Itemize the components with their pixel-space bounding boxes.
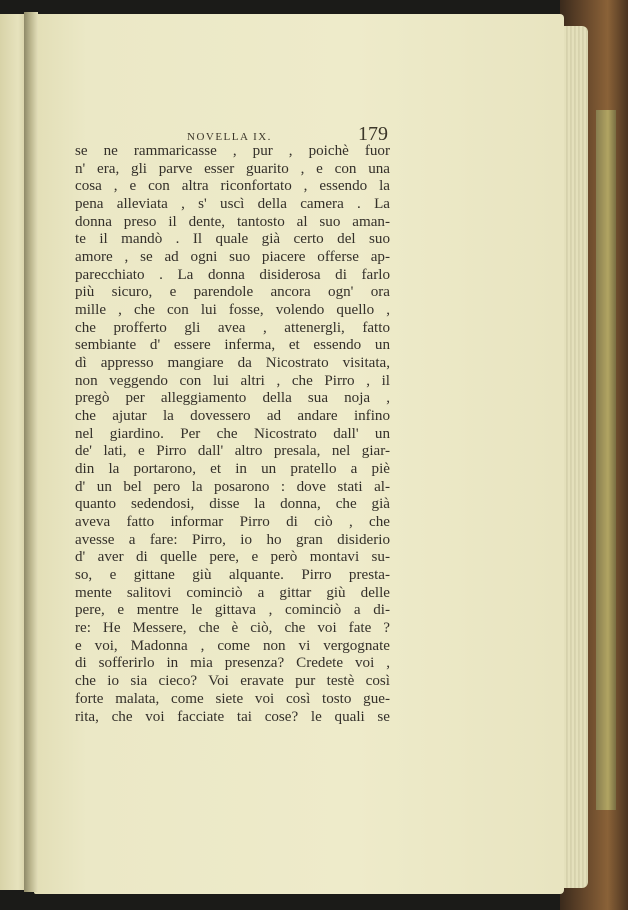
text-line: de' lati, e Pirro dall' altro presala, nel giar- (75, 443, 390, 460)
text-line: quanto sedendosi, disse la donna, che già (75, 496, 390, 513)
text-line: dì appresso mangiare da Nicostrato visitata, (75, 355, 390, 372)
page-header (75, 113, 388, 143)
text-line: forte malata, come siete voi così tosto gue- (75, 690, 390, 707)
text-line: cosa , e con altra riconfortato , essendo la (75, 178, 390, 195)
text-line: di sofferirlo in mia presenza? Credete voi , (75, 655, 390, 672)
text-line: mille , che con lui fosse, volendo quello , (75, 302, 390, 319)
text-line: nel giardino. Per che Nicostrato dall' un (75, 425, 390, 442)
page-number: 179 (358, 123, 388, 145)
text-line: re: He Messere, che è ciò, che voi fate ? (75, 620, 390, 637)
book-gutter (24, 12, 38, 892)
text-line: che io sia cieco? Voi eravate pur testè così (75, 673, 390, 690)
text-line: più sicuro, e parendole ancora ogn' ora (75, 284, 390, 301)
text-line: d' un bel pero la posarono : dove stati al- (75, 478, 390, 495)
text-line: donna preso il dente, tantosto al suo aman- (75, 213, 390, 230)
text-line: rita, che voi facciate tai cose? le quali se (75, 708, 390, 725)
body-text (75, 143, 390, 726)
text-line: n' era, gli parve esser guarito , e con una (75, 160, 390, 177)
text-line: so, e gittane giù alquante. Pirro presta- (75, 567, 390, 584)
text-line: pregò per alleggiamento della sua noja , (75, 390, 390, 407)
text-line: aveva fatto informar Pirro di ciò , che (75, 514, 390, 531)
running-title: NOVELLA IX. (187, 131, 272, 143)
text-line: che ajutar la dovessero ad andare infino (75, 408, 390, 425)
text-line: non veggendo con lui altri , che Pirro , il (75, 372, 390, 389)
text-line: se ne rammaricasse , pur , poichè fuor (75, 143, 390, 159)
text-line: d' aver di quelle pere, e però montavi su- (75, 549, 390, 566)
text-line: te il mandò . Il quale già certo del suo (75, 231, 390, 248)
text-line: pena alleviata , s' uscì della camera . La (75, 196, 390, 213)
text-line: mente salitovi cominciò a gittar giù delle (75, 584, 390, 601)
text-line: amore , se ad ogni suo piacere offerse ap- (75, 249, 390, 266)
text-line: din la portarono, et in un pratello a piè (75, 461, 390, 478)
text-line: sembiante d' essere inferma, et essendo un (75, 337, 390, 354)
text-line: pere, e mentre le gittava , cominciò a di- (75, 602, 390, 619)
book-cover-inner-board (596, 110, 616, 810)
text-line: avesse a fare: Pirro, io ho gran disiderio (75, 531, 390, 548)
text-line: che profferto gli avea , attenergli, fatto (75, 319, 390, 336)
text-line: e voi, Madonna , come non vi vergognate (75, 637, 390, 654)
text-line: parecchiato . La donna disiderosa di farlo (75, 266, 390, 283)
